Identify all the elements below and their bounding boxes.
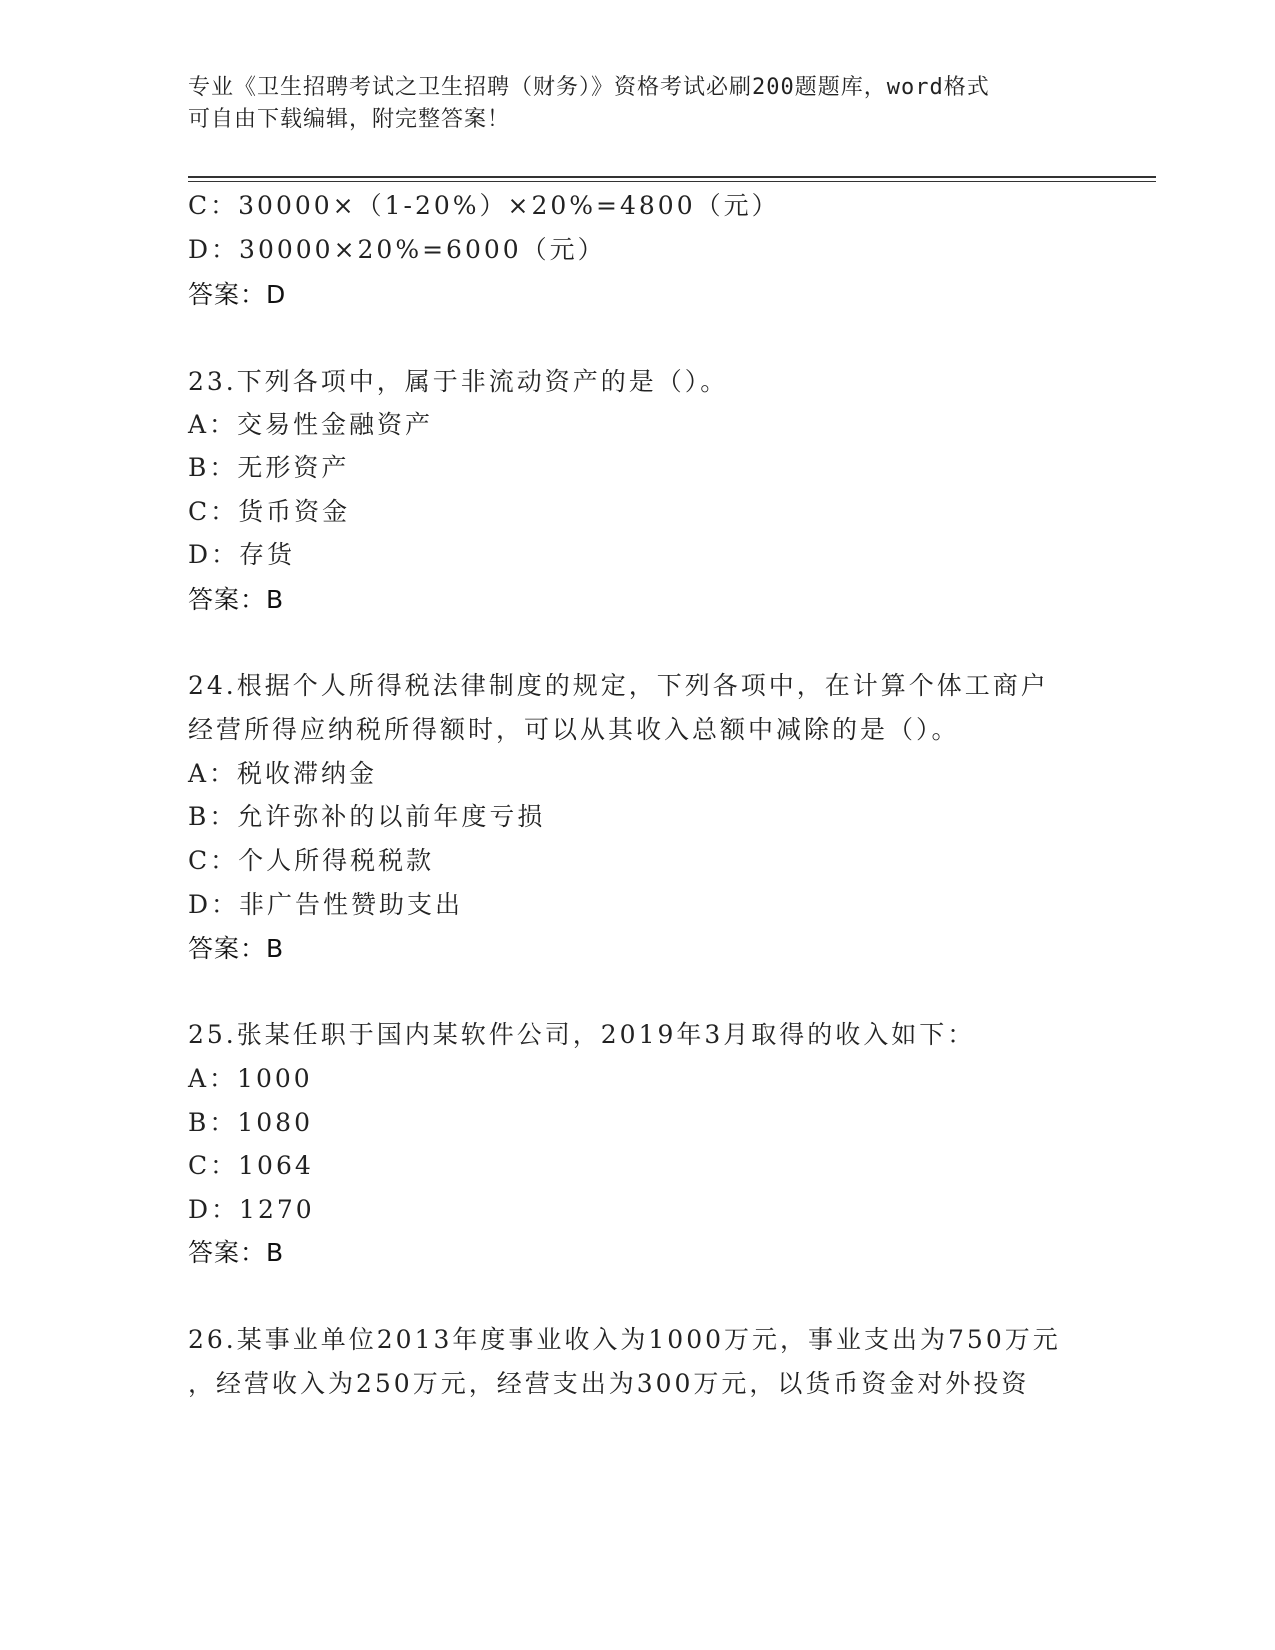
prev-option-d: D：30000×20%=6000（元） xyxy=(188,235,606,264)
q24-stem-line-1: 24.根据个人所得税法律制度的规定，下列各项中，在计算个体工商户 xyxy=(188,671,1049,700)
q26-stem-line-2: ，经营收入为250万元，经营支出为300万元，以货币资金对外投资 xyxy=(188,1369,1030,1398)
q25-option-a: A：1000 xyxy=(188,1064,313,1093)
header-title-line-2: 可自由下载编辑，附完整答案！ xyxy=(188,107,511,132)
q24-option-d: D：非广告性赞助支出 xyxy=(188,890,464,919)
q24-stem-line-2: 经营所得应纳税所得额时，可以从其收入总额中减除的是（）。 xyxy=(188,715,960,744)
q25-answer: 答案：B xyxy=(188,1238,285,1267)
q25-option-d: D：1270 xyxy=(188,1195,315,1224)
q23-answer: 答案：B xyxy=(188,585,285,614)
q23-option-b: B：无形资产 xyxy=(188,453,350,482)
q25-option-c: C：1064 xyxy=(188,1151,314,1180)
q24-option-a: A：税收滞纳金 xyxy=(188,759,378,788)
q24-option-b: B：允许弥补的以前年度亏损 xyxy=(188,802,546,831)
q25-option-b: B：1080 xyxy=(188,1108,313,1137)
q23-option-c: C：货币资金 xyxy=(188,497,351,526)
q26-stem-line-1: 26.某事业单位2013年度事业收入为1000万元，事业支出为750万元 xyxy=(188,1325,1061,1354)
header-divider-thin xyxy=(188,181,1156,182)
q23-option-d: D：存货 xyxy=(188,540,296,569)
document-header xyxy=(188,72,1068,136)
prev-answer: 答案：D xyxy=(188,280,287,309)
q23-option-a: A：交易性金融资产 xyxy=(188,410,434,439)
q25-stem: 25.张某任职于国内某软件公司，2019年3月取得的收入如下： xyxy=(188,1020,976,1049)
header-title-line-1: 专业《卫生招聘考试之卫生招聘（财务）》资格考试必刷200题题库，word格式 xyxy=(188,75,990,100)
q23-stem: 23.下列各项中，属于非流动资产的是（）。 xyxy=(188,367,729,396)
prev-option-c: C：30000×（1-20%）×20%=4800（元） xyxy=(188,191,780,220)
q24-option-c: C：个人所得税税款 xyxy=(188,846,435,875)
q24-answer: 答案：B xyxy=(188,934,285,963)
header-divider-thick xyxy=(188,176,1156,178)
